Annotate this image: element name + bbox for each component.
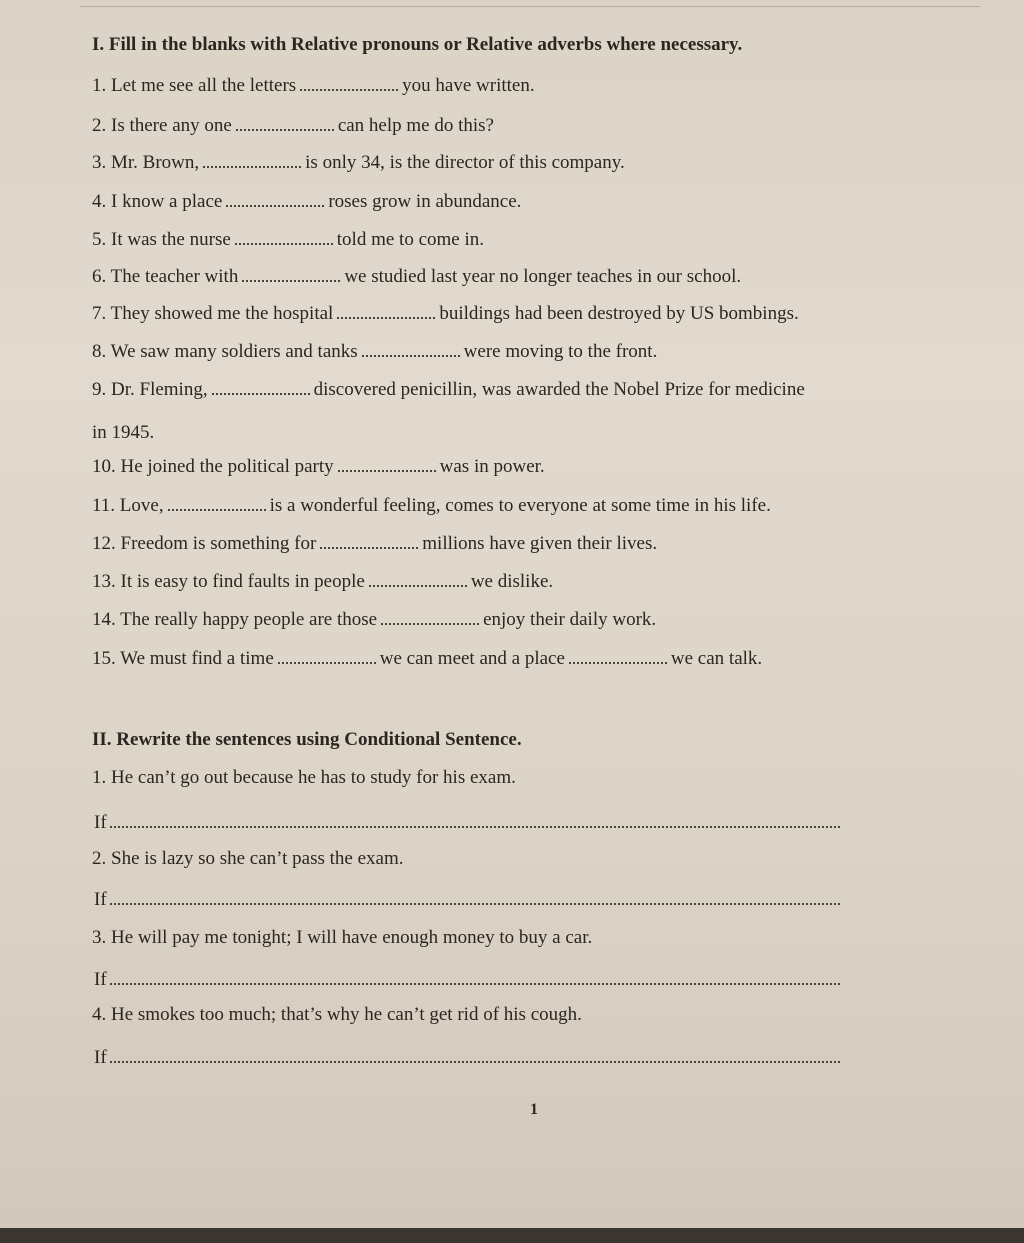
answer-blank[interactable] — [338, 456, 436, 472]
answer-blank[interactable] — [235, 229, 333, 245]
answer-blank[interactable] — [278, 648, 376, 664]
exercise-item-6: 6. The teacher with we studied last year no longer teaches in our school. — [92, 266, 742, 287]
answer-blank[interactable] — [236, 115, 334, 131]
answer-blank[interactable] — [168, 495, 266, 511]
section-1-heading: I. Fill in the blanks with Relative pronouns or Relative adverbs where necessary. — [92, 34, 743, 55]
answer-blank[interactable] — [242, 266, 340, 282]
rewrite-item-3: 3. He will pay me tonight; I will have enough money to buy a car. — [92, 927, 593, 948]
exercise-item-3: 3. Mr. Brown, is only 34, is the director of this company. — [92, 152, 625, 173]
page-bottom-shadow — [0, 1228, 1024, 1243]
answer-blank[interactable] — [203, 152, 301, 168]
section-2-heading: II. Rewrite the sentences using Conditional Sentence. — [92, 729, 522, 750]
answer-blank[interactable] — [337, 303, 435, 319]
rewrite-answer-1: If — [94, 812, 840, 834]
rewrite-item-4: 4. He smokes too much; that’s why he can’t get rid of his cough. — [92, 1004, 582, 1025]
answer-blank[interactable] — [212, 379, 310, 395]
answer-blank[interactable] — [362, 341, 460, 357]
rewrite-item-2: 2. She is lazy so she can’t pass the exam. — [92, 848, 404, 869]
exercise-item-9: 9. Dr. Fleming, discovered penicillin, was awarded the Nobel Prize for medicine — [92, 379, 805, 400]
exercise-item-5: 5. It was the nurse told me to come in. — [92, 229, 485, 250]
answer-blank[interactable] — [226, 191, 324, 207]
answer-line[interactable] — [110, 889, 840, 905]
exercise-item-13: 13. It is easy to find faults in people we dislike. — [92, 571, 554, 592]
answer-blank[interactable] — [369, 571, 467, 587]
answer-blank[interactable] — [320, 533, 418, 549]
exercise-item-7: 7. They showed me the hospital buildings had been destroyed by US bombings. — [92, 303, 799, 324]
rewrite-item-1: 1. He can’t go out because he has to study for his exam. — [92, 767, 516, 788]
exercise-item-1: 1. Let me see all the letters you have written. — [92, 75, 535, 96]
exercise-item-9-continuation: in 1945. — [92, 422, 155, 443]
rewrite-answer-3: If — [94, 969, 840, 991]
answer-line[interactable] — [110, 1047, 840, 1063]
page-top-edge — [80, 0, 980, 7]
exercise-item-14: 14. The really happy people are those enjoy their daily work. — [92, 609, 657, 630]
answer-blank[interactable] — [569, 648, 667, 664]
exercise-item-10: 10. He joined the political party was in power. — [92, 456, 545, 477]
answer-blank[interactable] — [300, 75, 398, 91]
exercise-item-12: 12. Freedom is something for millions have given their lives. — [92, 533, 658, 554]
exercise-item-8: 8. We saw many soldiers and tanks were moving to the front. — [92, 341, 658, 362]
rewrite-answer-2: If — [94, 889, 840, 911]
answer-line[interactable] — [110, 812, 840, 828]
exercise-item-4: 4. I know a place roses grow in abundance. — [92, 191, 522, 212]
rewrite-answer-4: If — [94, 1047, 840, 1069]
answer-line[interactable] — [110, 969, 840, 985]
exercise-item-2: 2. Is there any one can help me do this? — [92, 115, 494, 136]
page-number: 1 — [530, 1101, 538, 1118]
answer-blank[interactable] — [381, 609, 479, 625]
exercise-item-11: 11. Love, is a wonderful feeling, comes to everyone at some time in his life. — [92, 495, 771, 516]
exercise-item-15: 15. We must find a time we can meet and a place we can talk. — [92, 648, 763, 669]
